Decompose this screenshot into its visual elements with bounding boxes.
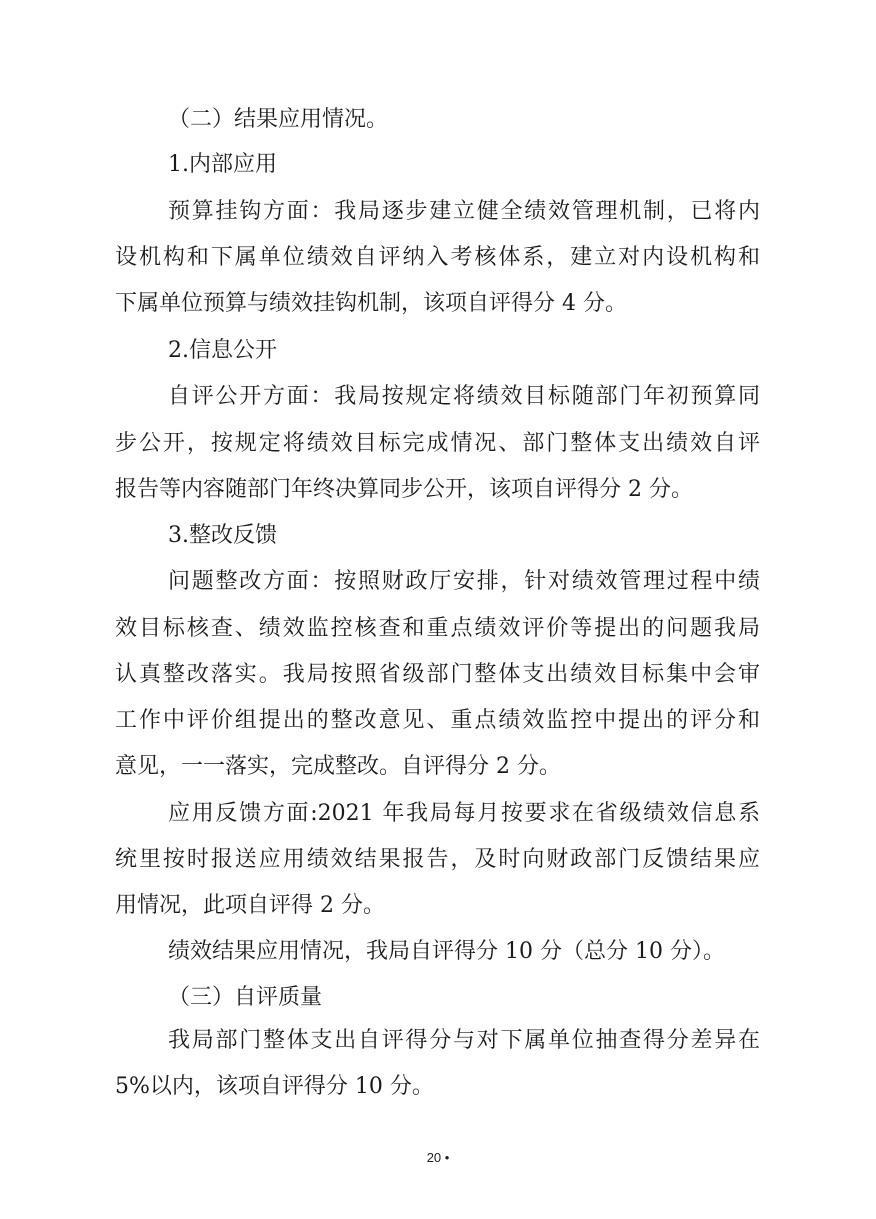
paragraph-line: 报告等内容随部门年终决算同步公开，该项自评得分 2 分。 [115, 477, 693, 502]
paragraph-line: 意见，一一落实，完成整改。自评得分 2 分。 [115, 754, 561, 779]
page-number: 20 • [426, 1150, 450, 1165]
paragraph-line: 下属单位预算与绩效挂钩机制，该项自评得分 4 分。 [115, 291, 627, 316]
paragraph-line: 认真整改落实。我局按照省级部门整体支出绩效目标集中会审 [115, 662, 760, 687]
subheading-internal-application: 1.内部应用 [168, 152, 277, 177]
paragraph-line: 预算挂钩方面：我局逐步建立健全绩效管理机制，已将内 [168, 199, 760, 224]
subheading-information-disclosure: 2.信息公开 [168, 338, 277, 363]
paragraph-line: 步公开，按规定将绩效目标完成情况、部门整体支出绩效自评 [115, 431, 760, 456]
paragraph-line: 问题整改方面：按照财政厅安排，针对绩效管理过程中绩 [168, 569, 760, 594]
paragraph-line: 用情况，此项自评得 2 分。 [115, 893, 385, 918]
paragraph-line: 应用反馈方面:2021 年我局每月按要求在省级绩效信息系 [168, 801, 760, 826]
paragraph-line: 设机构和下属单位绩效自评纳入考核体系，建立对内设机构和 [115, 245, 760, 270]
paragraph-summary: 绩效结果应用情况，我局自评得分 10 分（总分 10 分）。 [168, 939, 725, 964]
paragraph-line: 5%以内，该项自评得分 10 分。 [115, 1074, 434, 1099]
paragraph-line: 我局部门整体支出自评得分与对下属单位抽查得分差异在 [168, 1028, 760, 1053]
paragraph-line: 效目标核查、绩效监控核查和重点绩效评价等提出的问题我局 [115, 616, 760, 641]
section-heading-self-evaluation-quality: （三）自评质量 [168, 985, 323, 1010]
section-heading-results-application: （二）结果应用情况。 [168, 107, 389, 132]
subheading-rectification-feedback: 3.整改反馈 [168, 523, 277, 548]
paragraph-line: 自评公开方面：我局按规定将绩效目标随部门年初预算同 [168, 384, 760, 409]
paragraph-line: 统里按时报送应用绩效结果报告，及时向财政部门反馈结果应 [115, 847, 760, 872]
paragraph-line: 工作中评价组提出的整改意见、重点绩效监控中提出的评分和 [115, 708, 760, 733]
